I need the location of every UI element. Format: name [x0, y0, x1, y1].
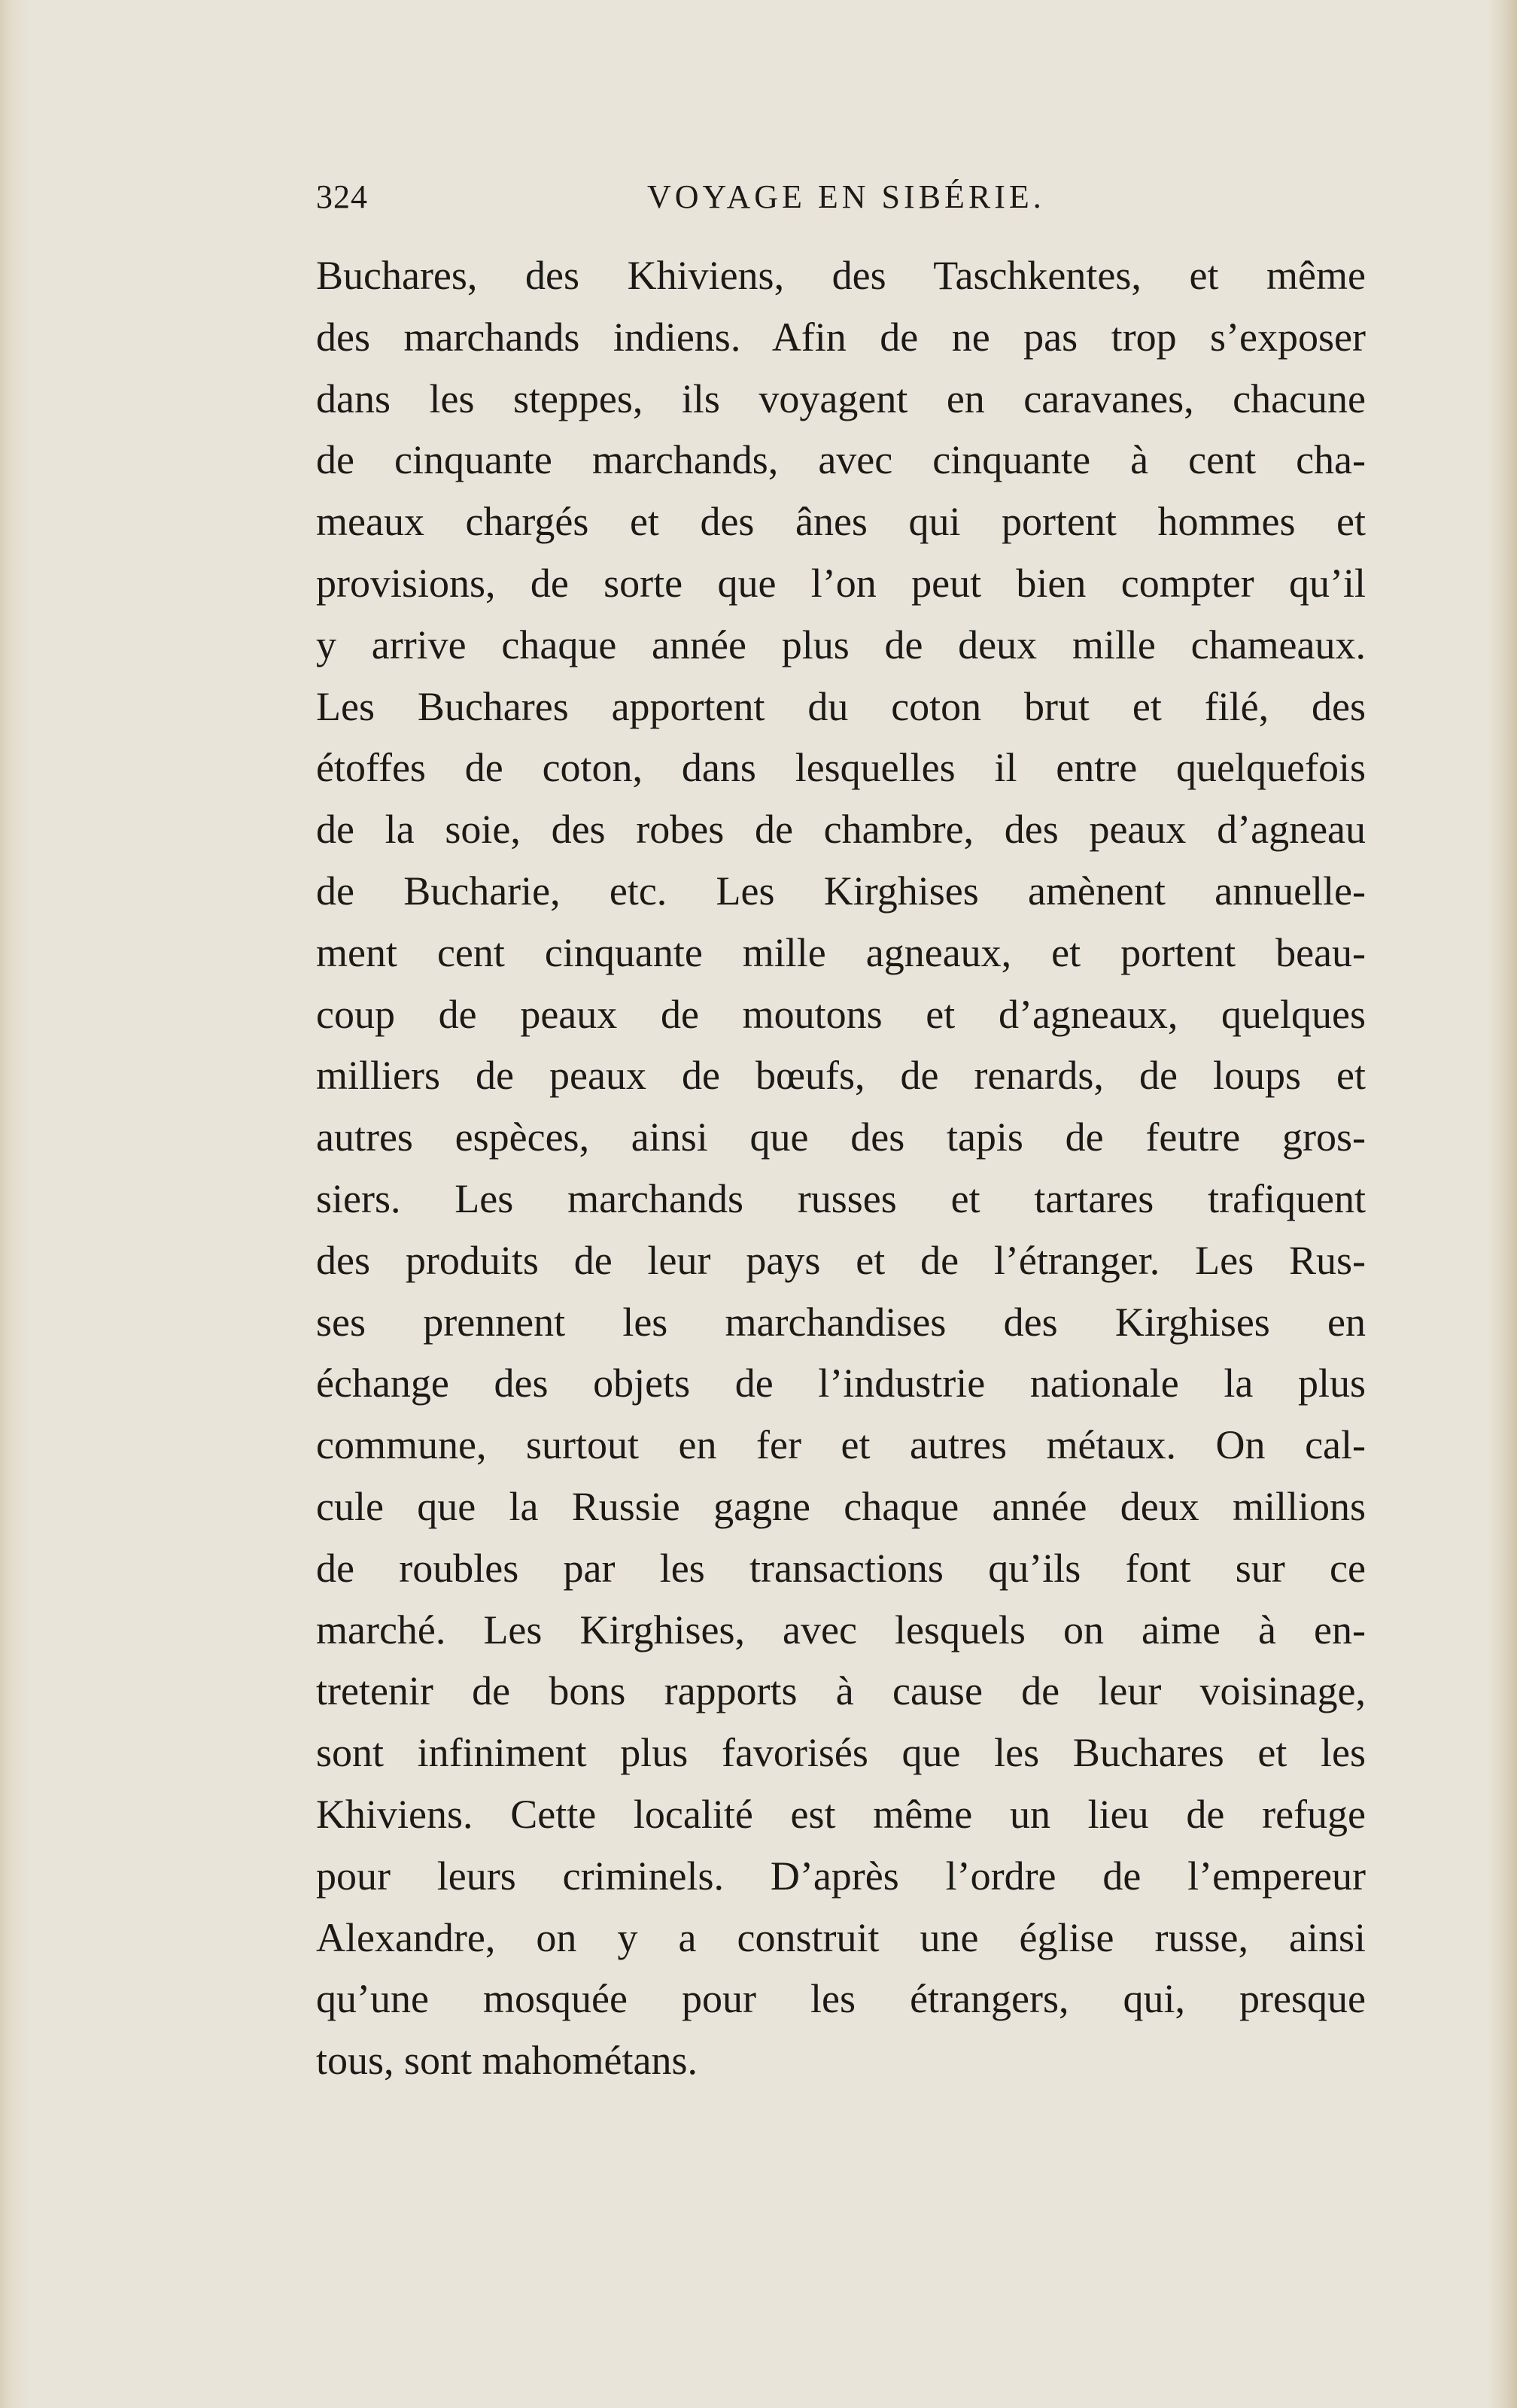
- text-line: autres espèces, ainsi que des tapis de feutre gros-: [316, 1114, 1366, 1160]
- text-line: commune, surtout en fer et autres métaux. On cal-: [316, 1422, 1366, 1468]
- text-line: siers. Les marchands russes et tartares trafiquent: [316, 1175, 1366, 1221]
- text-line: cule que la Russie gagne chaque année deux millions: [316, 1483, 1366, 1529]
- text-line: meaux chargés et des ânes qui portent hommes et: [316, 499, 1366, 545]
- text-line: Alexandre, on y a construit une église russe, ainsi: [316, 1914, 1366, 1960]
- text-line-last: tous, sont mahométans.: [316, 2038, 698, 2084]
- text-line: Buchares, des Khiviens, des Taschkentes, et même: [316, 253, 1366, 298]
- text-line: ses prennent les marchandises des Kirghises en: [316, 1299, 1366, 1345]
- text-line: sont infiniment plus favorisés que les Buchares et les: [316, 1730, 1366, 1776]
- page-edge-right: [1487, 0, 1517, 2408]
- text-line: étoffes de coton, dans lesquelles il entre quelquefois: [316, 745, 1366, 791]
- text-line: qu’une mosquée pour les étrangers, qui, presque: [316, 1976, 1366, 2022]
- text-line: milliers de peaux de bœufs, de renards, de loups et: [316, 1053, 1366, 1099]
- text-line: marché. Les Kirghises, avec lesquels on aime à en-: [316, 1607, 1366, 1652]
- text-line: échange des objets de l’industrie nationale la plus: [316, 1361, 1366, 1406]
- text-line: Les Buchares apportent du coton brut et filé, des: [316, 683, 1366, 729]
- text-line: dans les steppes, ils voyagent en caravanes, chacune: [316, 375, 1366, 421]
- text-line: Khiviens. Cette localité est même un lieu de refuge: [316, 1791, 1366, 1837]
- page-gutter-left: [0, 0, 30, 2408]
- text-line: des produits de leur pays et de l’étranger. Les Rus-: [316, 1237, 1366, 1283]
- text-line: de Bucharie, etc. Les Kirghises amènent annuelle-: [316, 868, 1366, 914]
- running-head-title: VOYAGE EN SIBÉRIE.: [647, 178, 1045, 215]
- page-number: 324: [316, 178, 368, 215]
- text-line: provisions, de sorte que l’on peut bien compter qu’il: [316, 560, 1366, 606]
- text-line: des marchands indiens. Afin de ne pas trop s’exposer: [316, 314, 1366, 360]
- text-line: de la soie, des robes de chambre, des peaux d’agneau: [316, 807, 1366, 853]
- body-text: [316, 245, 1366, 2092]
- text-line: de cinquante marchands, avec cinquante à cent cha-: [316, 437, 1366, 483]
- text-line: coup de peaux de moutons et d’agneaux, quelques: [316, 991, 1366, 1037]
- text-line: tretenir de bons rapports à cause de leur voisinage,: [316, 1668, 1366, 1714]
- page-header: [316, 178, 1366, 223]
- text-line: pour leurs criminels. D’après l’ordre de l’empereur: [316, 1853, 1366, 1899]
- text-line: y arrive chaque année plus de deux mille chameaux.: [316, 622, 1366, 667]
- text-line: ment cent cinquante mille agneaux, et portent beau-: [316, 929, 1366, 975]
- text-line: de roubles par les transactions qu’ils font sur ce: [316, 1545, 1366, 1591]
